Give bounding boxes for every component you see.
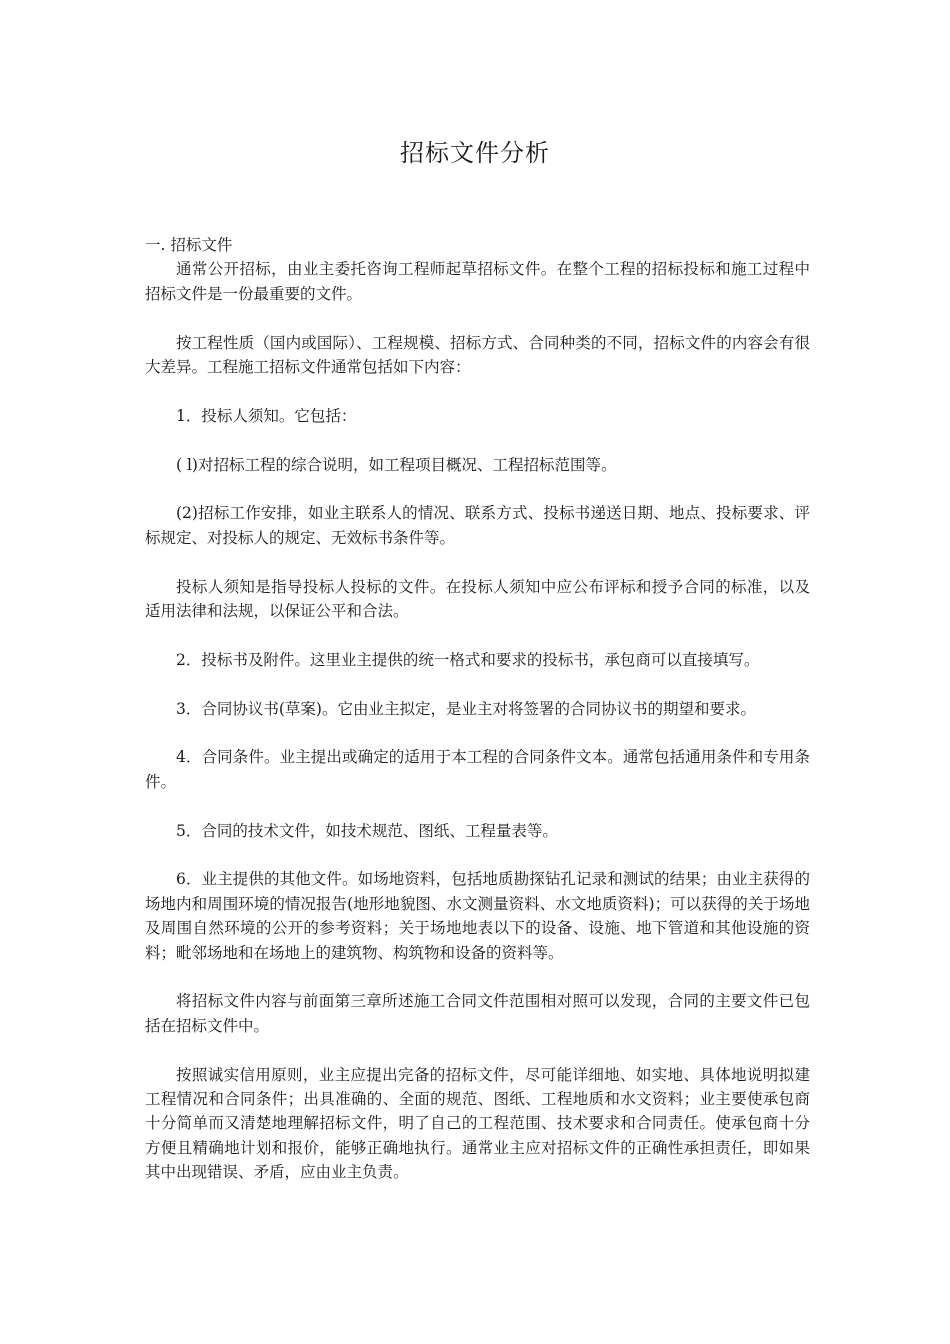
list-subitem: (2)招标工作安排，如业主联系人的情况、联系方式、投标书递送日期、地点、投标要求、评标规定、对投标人的规定、无效标书条件等。 <box>145 504 810 547</box>
list-item: 5．合同的技术文件，如技术规范、图纸、工程量表等。 <box>176 821 558 840</box>
paragraph: 投标人须知是指导投标人投标的文件。在投标人须知中应公布评标和授予合同的标准，以及适用法律和法规，以保证公平和合法。 <box>145 577 810 621</box>
list-item: 4．合同条件。业主提出或确定的适用于本工程的合同条件文本。通常包括通用条件和专用条件。 <box>145 748 810 791</box>
paragraph: 通常公开招标，由业主委托咨询工程师起草招标文件。在整个工程的招标投标和施工过程中招标文件是一份最重要的文件。 <box>145 260 810 303</box>
list-item: 2．投标书及附件。这里业主提供的统一格式和要求的投标书，承包商可以直接填写。 <box>176 650 760 669</box>
section-heading: 一. 招标文件 <box>145 236 233 254</box>
paragraph: 将招标文件内容与前面第三章所述施工合同文件范围相对照可以发现，合同的主要文件已包括在招标文件中。 <box>145 992 810 1035</box>
paragraph: 按照诚实信用原则，业主应提出完备的招标文件，尽可能详细地、如实地、具体地说明拟建工程情况和合同条件；出具准确的、全面的规范、图纸、工程地质和水文资料；业主要使承包商十分简单而又清楚地理解招标文件，明了自己的工程范围、技术要求和合同责任。使承包商十分方便且精确地计划和报价，能够正确地执行。通常业主应对招标文件的正确性承担责任，即如果其中出现错误、矛盾，应由业主负责。 <box>145 1065 810 1182</box>
document-title: 招标文件分析 <box>400 139 550 167</box>
list-item: 1．投标人须知。它包括： <box>176 406 357 425</box>
document-body <box>145 233 810 1185</box>
paragraph: 按工程性质（国内或国际）、工程规模、招标方式、合同种类的不同，招标文件的内容会有很大差异。工程施工招标文件通常包括如下内容： <box>145 333 810 377</box>
list-item: 3．合同协议书(草案)。它由业主拟定，是业主对将签署的合同协议书的期望和要求。 <box>176 699 756 718</box>
list-item: 6．业主提供的其他文件。如场地资料，包括地质勘探钻孔记录和测试的结果；由业主获得的场地内和周围环境的情况报告(地形地貌图、水文测量资料、水文地质资料)；可以获得的关于场地及周围自然环境的公开的参考资料；关于场地地表以下的设备、设施、地下管道和其他设施的资料；毗邻场地和在场地上的建筑物、构筑物和设备的资料等。 <box>145 870 810 962</box>
list-subitem: ( l)对招标工程的综合说明，如工程项目概况、工程招标范围等。 <box>176 455 617 474</box>
